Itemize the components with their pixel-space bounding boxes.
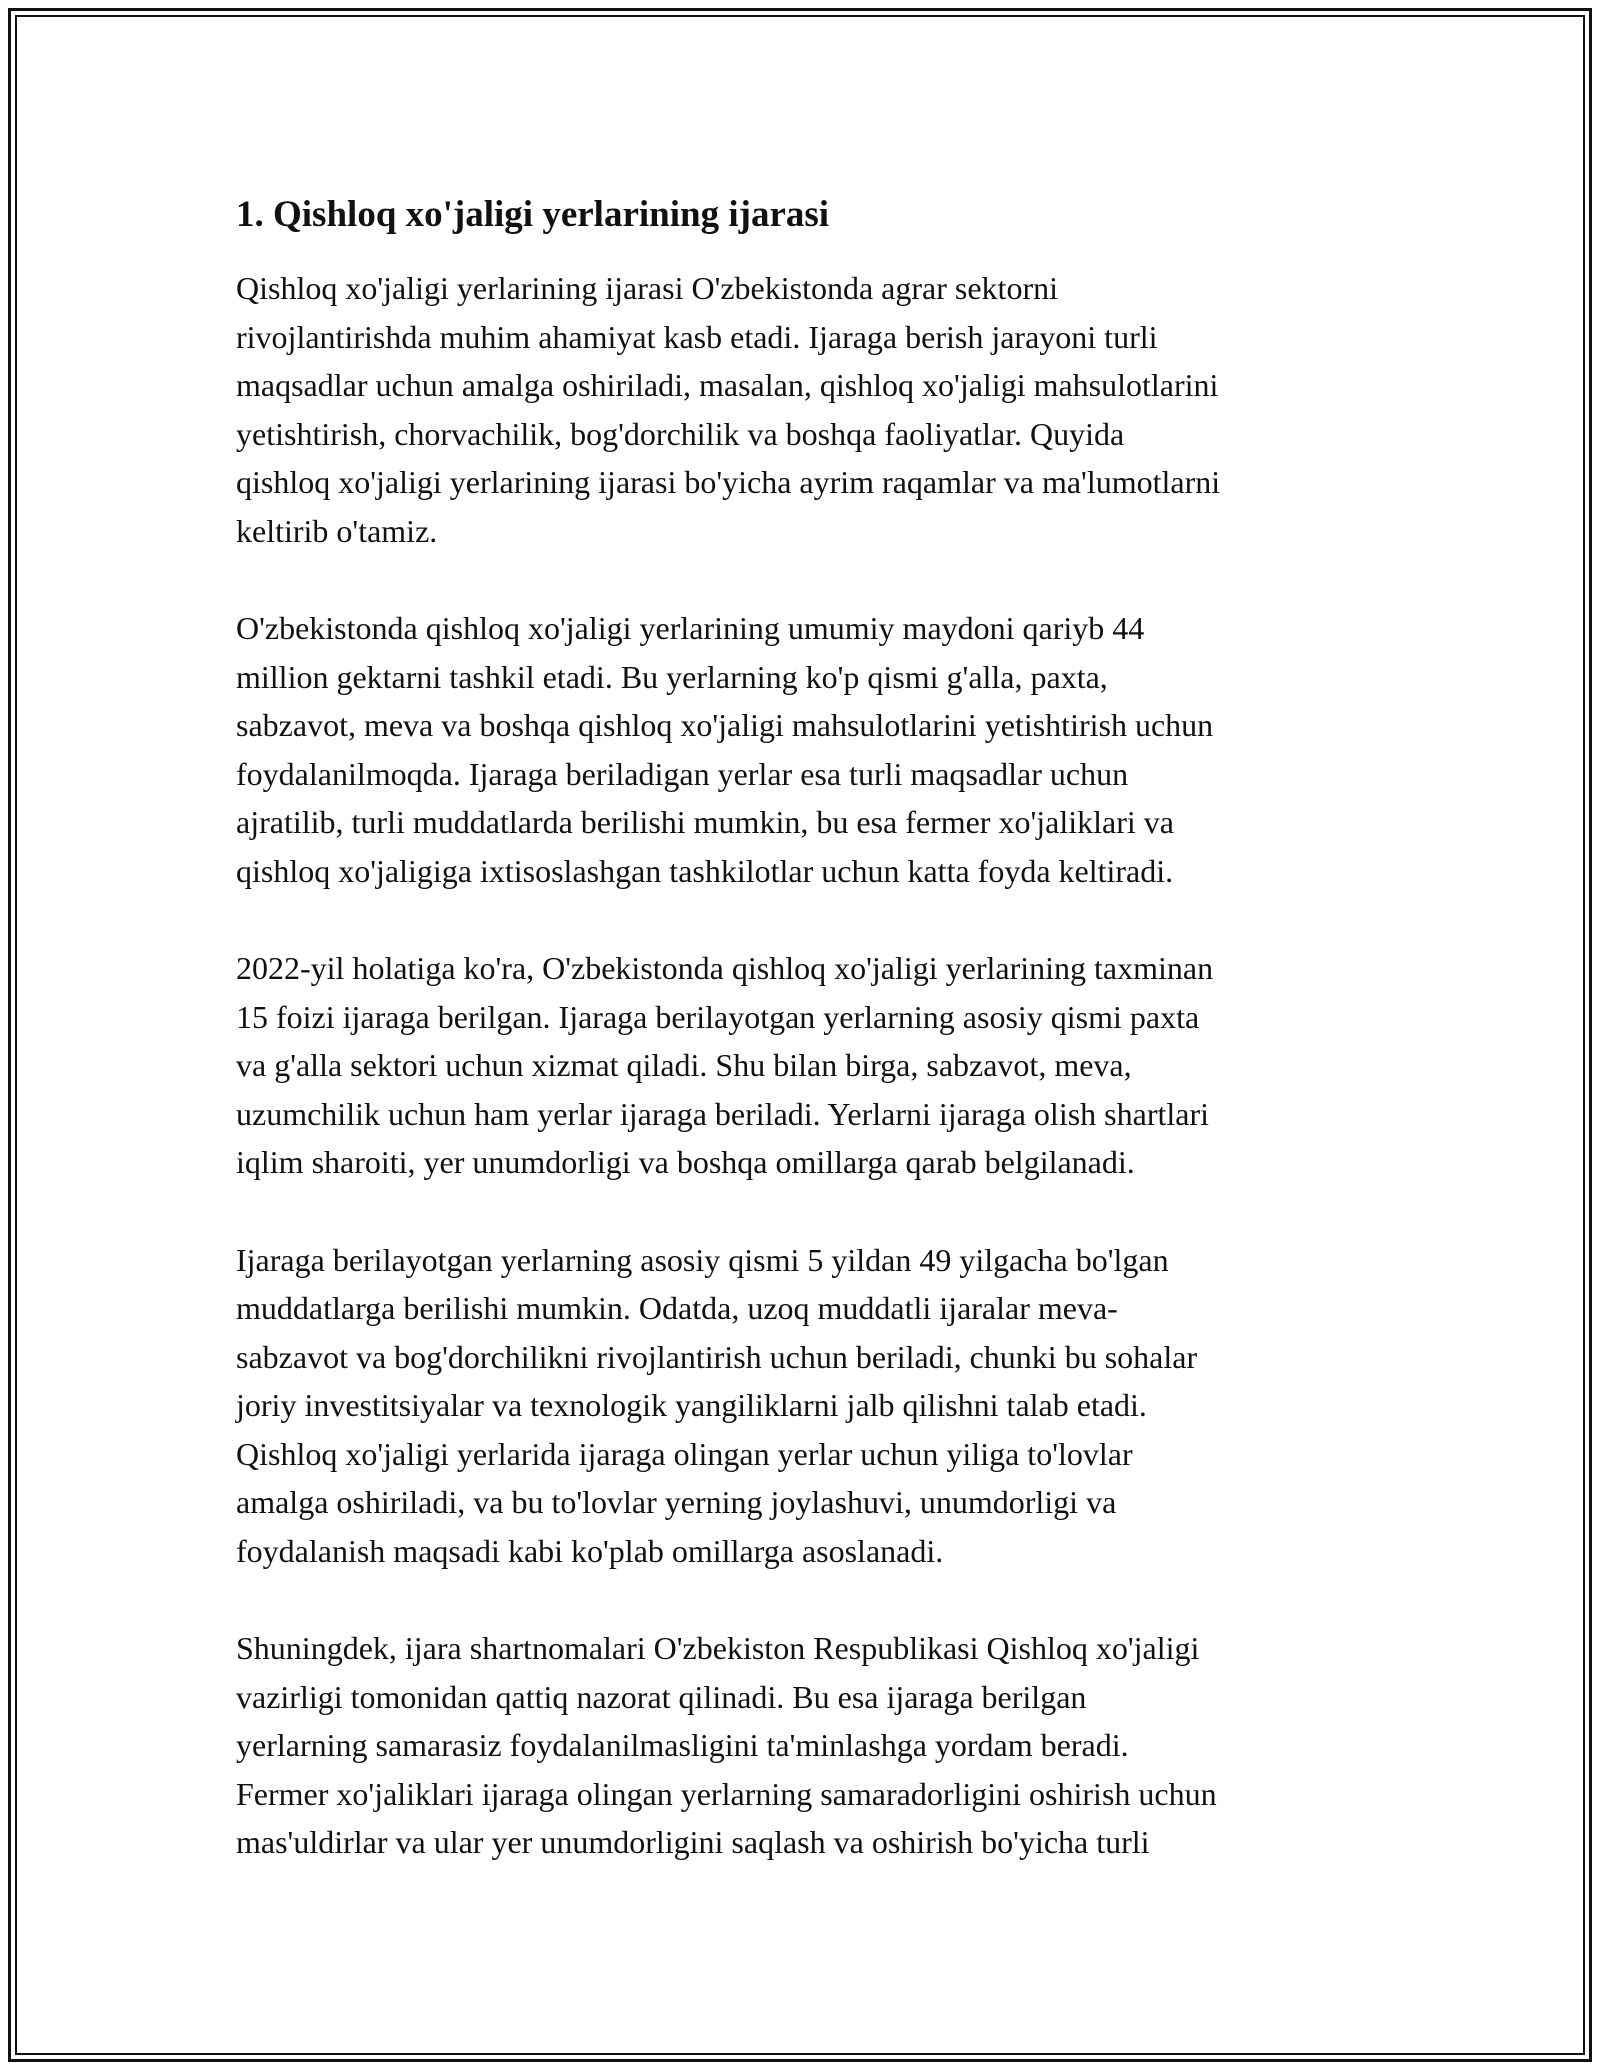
document-body (236, 190, 1366, 1916)
paragraph-oversight: Shuningdek, ijara shartnomalari O'zbekiston Respublikasi Qishloq xo'jaligi vazirligi tomonidan qattiq nazorat qilinadi. Bu esa ijaraga berilgan yerlarning samarasiz foydalanilmasligini ta'minlashga yordam beradi. Fermer xo'jaliklari ijaraga olingan yerlarning samaradorligini oshirish uchun mas'uldirlar va ular yer unumdorligini saqlash va oshirish bo'yicha turli (236, 1630, 1217, 1860)
paragraph-lease-share: 2022-yil holatiga ko'ra, O'zbekistonda qishloq xo'jaligi yerlarining taxminan 15 foizi ijaraga berilgan. Ijaraga berilayotgan yerlarning asosiy qismi paxta va g'alla sektori uchun xizmat qiladi. Shu bilan birga, sabzavot, meva, uzumchilik uchun ham yerlar ijaraga beriladi. Yerlarni ijaraga olish shartlari iqlim sharoiti, yer unumdorligi va boshqa omillarga qarab belgilanadi. (236, 950, 1214, 1180)
section-heading: 1. Qishloq xo'jaligi yerlarining ijarasi (236, 194, 830, 235)
paragraph-intro: Qishloq xo'jaligi yerlarining ijarasi O'zbekistonda agrar sektorni rivojlantirishda muhim ahamiyat kasb etadi. Ijaraga berish jarayoni turli maqsadlar uchun amalga oshiriladi, masalan, qishloq xo'jaligi mahsulotlarini yetishtirish, chorvachilik, bog'dorchilik va boshqa faoliyatlar. Quyida qishloq xo'jaligi yerlarining ijarasi bo'yicha ayrim raqamlar va ma'lumotlarni keltirib o'tamiz. (236, 270, 1221, 549)
paragraph-lease-terms: Ijaraga berilayotgan yerlarning asosiy qismi 5 yildan 49 yilgacha bo'lgan muddatlarga berilishi mumkin. Odatda, uzoq muddatli ijaralar meva- sabzavot va bog'dorchilikni rivojlantirish uchun beriladi, chunki bu sohalar joriy investitsiyalar va texnologik yangiliklarni jalb qilishni talab etadi. Qishloq xo'jaligi yerlarida ijaraga olingan yerlar uchun yiliga to'lovlar amalga oshiriladi, va bu to'lovlar yerning joylashuvi, unumdorligi va foydalanish maqsadi kabi ko'plab omillarga asoslanadi. (236, 1241, 1198, 1569)
paragraph-total-area: O'zbekistonda qishloq xo'jaligi yerlarining umumiy maydoni qariyb 44 million gektarni tashkil etadi. Bu yerlarning ko'p qismi g'alla, paxta, sabzavot, meva va boshqa qishloq xo'jaligi mahsulotlarini yetishtirish uchun foydalanilmoqda. Ijaraga beriladigan yerlar esa turli maqsadlar uchun ajratilib, turli muddatlarda berilishi mumkin, bu esa fermer xo'jaliklari va qishloq xo'jaligiga ixtisoslashgan tashkilotlar uchun katta foyda keltiradi. (236, 610, 1214, 889)
